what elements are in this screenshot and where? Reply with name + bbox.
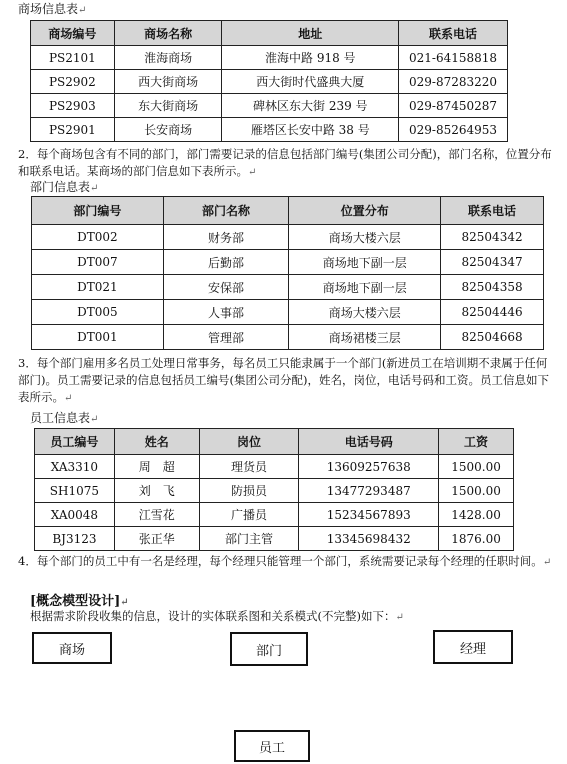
- dept-table-header-row: [32, 197, 544, 225]
- dept-table-cell: 商场裙楼三层: [289, 325, 441, 350]
- table-row: [35, 479, 514, 503]
- emp-table-header-cell: 姓名: [114, 429, 199, 455]
- store-table-header-row: [31, 21, 508, 46]
- store-table-cell: 东大街商场: [114, 94, 222, 118]
- concept-model-description: 根据需求阶段收集的信息，设计的实体联系图和关系模式(不完整)如下：↵: [30, 609, 404, 623]
- emp-table-cell: 周 超: [114, 455, 199, 479]
- emp-table-header-cell: 工资: [439, 429, 514, 455]
- dept-table-cell: DT007: [32, 250, 164, 275]
- dept-table-cell: 82504347: [441, 250, 544, 275]
- dept-table-header-cell: 位置分布: [289, 197, 441, 225]
- emp-table-caption: 员工信息表↵: [30, 411, 99, 425]
- entity-store-label: 商场: [58, 642, 85, 658]
- store-table-cell: 长安商场: [114, 118, 222, 142]
- emp-table-cell: SH1075: [35, 479, 115, 503]
- paragraph-2: 2．每个商场包含有不同的部门，部门需要记录的信息包括部门编号(集团公司分配)，部门名称，位置分布和联系电话。某商场的部门信息如下表所示。↵: [18, 147, 552, 178]
- emp-table-cell: 13477293487: [299, 479, 439, 503]
- store-table-header-cell: 商场名称: [114, 21, 222, 46]
- emp-table-cell: 1428.00: [439, 503, 514, 527]
- emp-table-cell: XA0048: [35, 503, 115, 527]
- table-row: [35, 455, 514, 479]
- emp-table-cell: 13609257638: [299, 455, 439, 479]
- paragraph-3: 3．每个部门雇用多名员工处理日常事务，每名员工只能隶属于一个部门(新进员工在培训期不隶属于任何部门)。员工需要记录的信息包括员工编号(集团公司分配)，姓名，岗位，电话号码和工资。员工信息如下表所示。↵: [18, 356, 549, 404]
- dept-table-cell: 安保部: [163, 275, 289, 300]
- dept-table-cell: DT001: [32, 325, 164, 350]
- store-table-cell: 淮海中路 918 号: [222, 46, 399, 70]
- emp-table-cell: 15234567893: [299, 503, 439, 527]
- store-table-cell: PS2903: [31, 94, 115, 118]
- emp-table-header-cell: 员工编号: [35, 429, 115, 455]
- dept-table-header-cell: 联系电话: [441, 197, 544, 225]
- dept-table-cell: 后勤部: [163, 250, 289, 275]
- dept-table-cell: 82504446: [441, 300, 544, 325]
- dept-table-cell: 商场大楼六层: [289, 225, 441, 250]
- store-table-cell: PS2902: [31, 70, 115, 94]
- entity-manager-label: 经理: [459, 641, 486, 657]
- emp-table-header-row: [35, 429, 514, 455]
- paragraph-4: 4．每个部门的员工中有一名是经理，每个经理只能管理一个部门，系统需要记录每个经理的任职时间。↵: [18, 554, 552, 568]
- store-table-cell: 029-87283220: [399, 70, 508, 94]
- emp-table-cell: 部门主管: [199, 527, 299, 551]
- dept-table-cell: 82504668: [441, 325, 544, 350]
- dept-table-cell: 商场地下副一层: [289, 250, 441, 275]
- emp-table-cell: 防损员: [199, 479, 299, 503]
- entity-manager-box: [433, 630, 513, 664]
- store-table-cell: 029-87450287: [399, 94, 508, 118]
- table-row: [32, 300, 544, 325]
- table-row: [32, 250, 544, 275]
- concept-model-heading: [概念模型设计]↵: [30, 594, 129, 609]
- dept-table-cell: DT002: [32, 225, 164, 250]
- emp-table-cell: 张正华: [114, 527, 199, 551]
- store-info-table: [30, 20, 508, 142]
- emp-table-header-cell: 岗位: [199, 429, 299, 455]
- table-row: [31, 46, 508, 70]
- store-table-cell: 碑林区东大街 239 号: [222, 94, 399, 118]
- table-row: [32, 275, 544, 300]
- dept-table-cell: 人事部: [163, 300, 289, 325]
- table-row: [35, 527, 514, 551]
- store-table-cell: 雁塔区长安中路 38 号: [222, 118, 399, 142]
- store-table-caption: 商场信息表↵: [18, 2, 87, 16]
- store-table-cell: 西大街商场: [114, 70, 222, 94]
- dept-table-cell: 商场大楼六层: [289, 300, 441, 325]
- store-table-cell: PS2101: [31, 46, 115, 70]
- dept-table-cell: 财务部: [163, 225, 289, 250]
- dept-table-caption: 部门信息表↵: [30, 180, 99, 194]
- store-table-header-cell: 地址: [222, 21, 399, 46]
- table-row: [32, 325, 544, 350]
- store-table-cell: 西大街时代盛典大厦: [222, 70, 399, 94]
- table-row: [31, 94, 508, 118]
- emp-table-cell: 江雪花: [114, 503, 199, 527]
- dept-table-cell: 商场地下副一层: [289, 275, 441, 300]
- entity-store-box: [32, 632, 112, 664]
- emp-table-cell: 1500.00: [439, 455, 514, 479]
- emp-table-cell: 1500.00: [439, 479, 514, 503]
- dept-table-cell: DT005: [32, 300, 164, 325]
- store-table-cell: 029-85264953: [399, 118, 508, 142]
- store-table-cell: 淮海商场: [114, 46, 222, 70]
- table-row: [31, 118, 508, 142]
- dept-info-table: [31, 196, 544, 350]
- table-row: [35, 503, 514, 527]
- emp-table-cell: XA3310: [35, 455, 115, 479]
- store-table-header-cell: 联系电话: [399, 21, 508, 46]
- emp-table-cell: 理货员: [199, 455, 299, 479]
- emp-table-cell: 刘 飞: [114, 479, 199, 503]
- dept-table-cell: 82504342: [441, 225, 544, 250]
- table-row: [31, 70, 508, 94]
- entity-employee-label: 员工: [258, 740, 285, 756]
- dept-table-cell: 管理部: [163, 325, 289, 350]
- entity-employee-box: [234, 730, 310, 762]
- store-table-header-cell: 商场编号: [31, 21, 115, 46]
- dept-table-cell: DT021: [32, 275, 164, 300]
- table-row: [32, 225, 544, 250]
- dept-table-header-cell: 部门名称: [163, 197, 289, 225]
- emp-table-cell: 1876.00: [439, 527, 514, 551]
- emp-table-header-cell: 电话号码: [299, 429, 439, 455]
- store-table-cell: 021-64158818: [399, 46, 508, 70]
- entity-dept-box: [230, 632, 308, 666]
- emp-table-cell: 广播员: [199, 503, 299, 527]
- dept-table-cell: 82504358: [441, 275, 544, 300]
- dept-table-header-cell: 部门编号: [32, 197, 164, 225]
- emp-table-cell: 13345698432: [299, 527, 439, 551]
- employee-info-table: [34, 428, 514, 551]
- entity-dept-label: 部门: [255, 643, 282, 659]
- emp-table-cell: BJ3123: [35, 527, 115, 551]
- store-table-cell: PS2901: [31, 118, 115, 142]
